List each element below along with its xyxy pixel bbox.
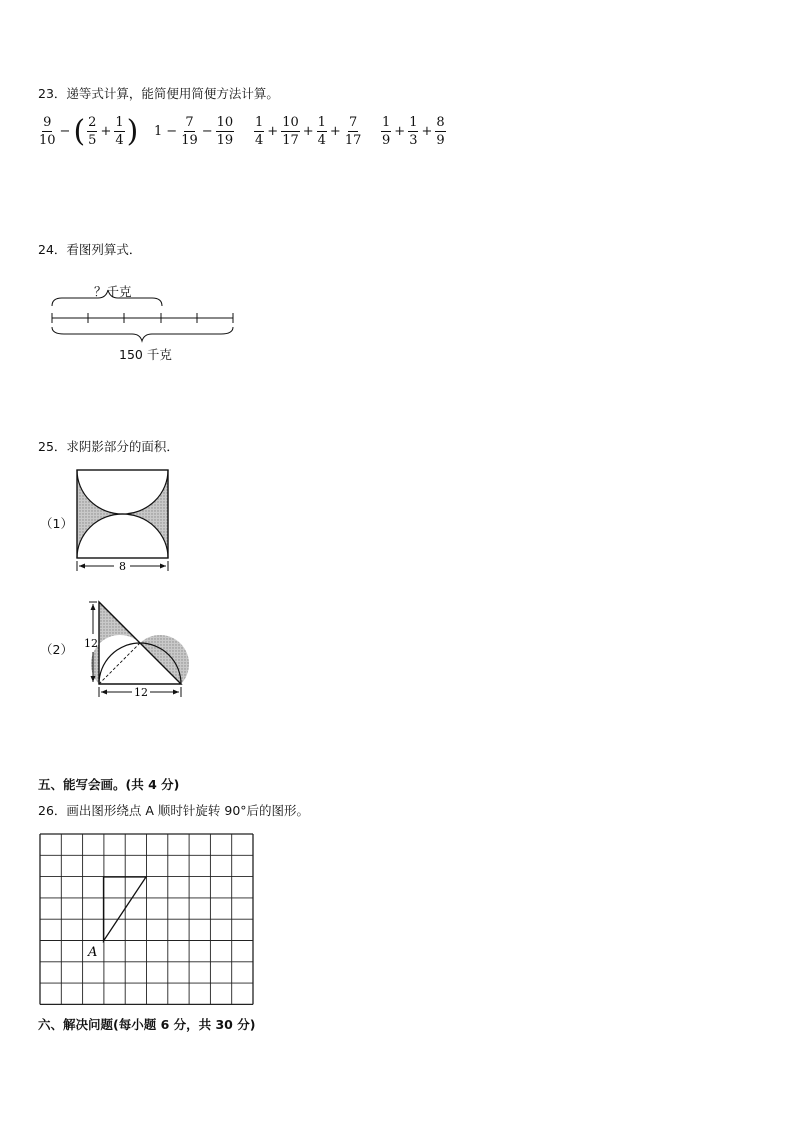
fraction: $\frac{1}{9}$ <box>382 115 391 148</box>
total-weight-label: 150 千克 <box>119 347 172 362</box>
q24-title: 24．看图列算式． <box>38 242 142 257</box>
fraction: $\frac{1}{3}$ <box>409 115 418 148</box>
shaded-right-region <box>140 635 189 684</box>
triangle-semicircle-figure <box>82 596 192 706</box>
square-side-label: 8 <box>119 560 126 573</box>
q25-title: 25．求阴影部分的面积． <box>38 439 179 454</box>
rotation-grid <box>36 830 258 1008</box>
q25-part1-label: （1） <box>40 516 73 531</box>
fraction: $\frac{10}{17}$ <box>282 115 299 148</box>
fraction: $\frac{1}{4}$ <box>255 115 264 148</box>
fraction: $\frac{9}{10}$ <box>39 115 56 148</box>
vertical-side-label: 12 <box>84 637 98 650</box>
fraction: $\frac{1}{4}$ <box>317 115 326 148</box>
section-six-title: 六、解决问题(每小题 6 分，共 30 分) <box>38 1017 256 1032</box>
fraction: $\frac{10}{19}$ <box>216 115 234 148</box>
q25-part2-label: （2） <box>40 642 73 657</box>
fraction: $\frac{7}{19}$ <box>181 115 198 148</box>
unknown-weight-label: ？千克 <box>94 284 132 299</box>
fraction: $\frac{1}{4}$ <box>115 115 124 148</box>
q23-title: 23．递等式计算，能简便用简便方法计算。 <box>38 86 279 101</box>
fraction: $\frac{2}{5}$ <box>88 115 97 148</box>
q26-title: 26．画出图形绕点 A 顺时针旋转 90°后的图形。 <box>38 803 310 818</box>
bottom-brace <box>52 327 233 341</box>
point-a-label: A <box>88 945 98 960</box>
section-five-title: 五、能写会画。(共 4 分) <box>38 777 180 792</box>
q23-expression-2: 1 − $\frac{7}{19}$ − $\frac{10}{19}$ <box>154 115 234 148</box>
q23-expression-4: $\frac{1}{9}$ + $\frac{1}{3}$ + $\frac{8}{9}$ <box>382 115 445 148</box>
fraction: $\frac{7}{17}$ <box>344 115 362 148</box>
q23-expression-3: $\frac{1}{4}$ + $\frac{10}{17}$ + $\frac{1}{4}$ + $\frac{7}{17}$ <box>255 115 362 148</box>
fraction: $\frac{8}{9}$ <box>436 115 445 148</box>
horizontal-side-label: 12 <box>134 686 148 699</box>
grid-lines <box>40 834 253 1004</box>
q23-expression-1: $\frac{9}{10}$ − ( $\frac{2}{5}$ + $\frac{1}{4}$ ) <box>39 113 139 149</box>
square-semicircles-figure <box>70 465 180 580</box>
